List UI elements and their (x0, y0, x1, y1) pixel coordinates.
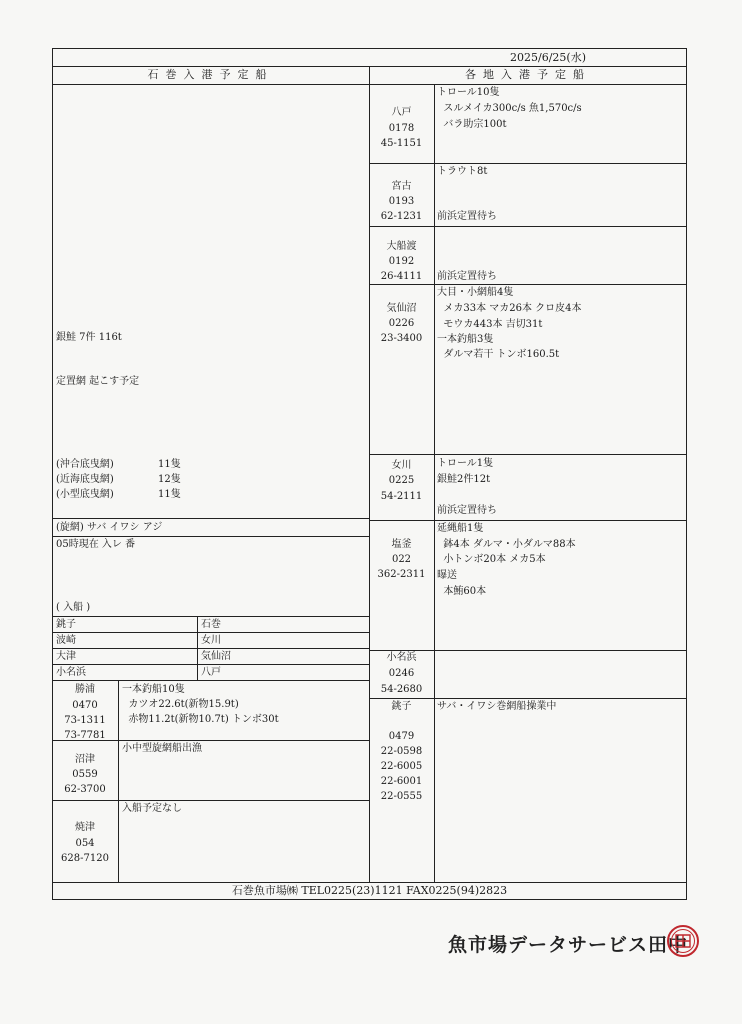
port-line: 銀鮭2件12t (437, 474, 491, 485)
port-tel: 22-6005 (380, 761, 423, 772)
port-line: 小トンボ20本 メカ5本 (437, 554, 546, 565)
market-footer: 石巻魚市場㈱ TEL0225(23)1121 FAX0225(94)2823 (231, 884, 508, 897)
port-line: 曝送 (437, 570, 457, 581)
port-line: カツオ22.6t(新物15.9t) (122, 699, 239, 710)
entry-label: ( 入船 ) (56, 602, 91, 613)
port-tel: 54-2680 (380, 684, 423, 695)
port-tel: 23-3400 (380, 333, 423, 344)
purse-seine-line: (旋網) サバ イワシ アジ (56, 522, 163, 533)
port-line: スルメイカ300c/s 魚1,570c/s (437, 103, 582, 114)
port-tel: 73-7781 (64, 730, 106, 741)
trawl-count: 11隻 (158, 489, 181, 500)
entry-port: 気仙沼 (201, 651, 231, 662)
port-tel: 62-3700 (64, 784, 106, 795)
port-tel: 054 (75, 838, 95, 849)
port-line: 本鮪60本 (437, 586, 487, 597)
port-line: 小中型旋網船出漁 (122, 743, 202, 754)
port-tel: 0479 (388, 731, 415, 742)
trawl-name: (沖合底曳網) (56, 459, 114, 470)
trawl-count: 12隻 (158, 474, 181, 485)
entry-port: 八戸 (201, 667, 221, 678)
port-name: 沼津 (75, 754, 95, 765)
regional-header: 各地入港予定船 (465, 68, 591, 81)
port-tel: 22-6001 (380, 776, 423, 787)
port-tel: 0470 (72, 700, 98, 711)
port-tel: 0246 (388, 668, 415, 679)
port-tel: 0178 (388, 123, 415, 134)
port-line: 大目・小網船4隻 (437, 287, 514, 298)
silver-salmon-line: 銀鮭 7件 116t (56, 332, 122, 343)
port-tel: 62-1231 (380, 211, 423, 222)
entry-port: 大津 (56, 651, 76, 662)
port-line: 一本釣船10隻 (122, 684, 185, 695)
port-line: トロール10隻 (437, 87, 500, 98)
port-bottom-line: 前浜定置待ち (437, 271, 497, 282)
port-tel: 22-0598 (380, 746, 423, 757)
port-tel: 73-1311 (64, 715, 106, 726)
port-bottom-line: 前浜定置待ち (437, 505, 497, 516)
port-line: モウカ443本 吉切31t (437, 319, 543, 330)
entry-port: 銚子 (56, 619, 76, 630)
port-line: バラ助宗100t (437, 119, 507, 130)
port-name: 宮古 (391, 181, 412, 192)
entry-port: 石巻 (201, 619, 221, 630)
seal-stamp-icon (666, 924, 700, 958)
entry-port: 女川 (201, 635, 221, 646)
port-tel: 0559 (72, 769, 98, 780)
report-date: 2025/6/25(水) (510, 51, 586, 64)
port-tel: 0225 (388, 475, 415, 486)
port-name: 塩釜 (391, 539, 412, 550)
port-tel: 22-0555 (380, 791, 423, 802)
brand-name: 魚市場データサービス田中 (448, 934, 689, 956)
port-line: 鉢4本 ダルマ・小ダルマ88本 (437, 539, 576, 550)
port-line: 一本釣船3隻 (437, 334, 494, 345)
port-tel: 0192 (388, 256, 415, 267)
entry-port: 波崎 (56, 635, 76, 646)
port-line: 入船予定なし (122, 803, 182, 814)
port-line: 延縄船1隻 (437, 523, 484, 534)
entry-port: 小名浜 (56, 667, 86, 678)
trawl-count: 11隻 (158, 459, 181, 470)
port-tel: 0226 (388, 318, 415, 329)
port-tel: 0193 (388, 196, 415, 207)
set-net-line: 定置網 起こす予定 (56, 376, 140, 387)
trawl-name: (小型底曳網) (56, 489, 114, 500)
port-tel: 54-2111 (380, 491, 423, 502)
landing-schedule-form (52, 48, 687, 900)
port-name: 小名浜 (386, 652, 417, 663)
port-name: 焼津 (75, 822, 95, 833)
port-line: メカ33本 マカ26本 クロ皮4本 (437, 303, 582, 314)
port-name: 銚子 (391, 701, 412, 712)
port-tel: 628-7120 (61, 853, 109, 864)
port-line: ダルマ若干 トンボ160.5t (437, 349, 560, 360)
as-of-line: 05時現在 入レ 番 (56, 539, 136, 550)
port-name: 八戸 (391, 107, 412, 118)
trawl-name: (近海底曳網) (56, 474, 114, 485)
port-line: トロール1隻 (437, 458, 494, 469)
port-tel: 362-2311 (377, 569, 426, 580)
port-line: トラウト8t (437, 166, 488, 177)
port-tel: 45-1151 (380, 138, 423, 149)
port-line: 赤物11.2t(新物10.7t) トンボ30t (122, 714, 279, 725)
port-line: サバ・イワシ巻網船操業中 (437, 701, 557, 712)
port-name: 気仙沼 (386, 303, 417, 314)
port-tel: 26-4111 (380, 271, 423, 282)
port-name: 勝浦 (75, 684, 95, 695)
port-name: 大船渡 (386, 241, 417, 252)
port-name: 女川 (391, 460, 412, 471)
port-bottom-line: 前浜定置待ち (437, 211, 497, 222)
ishinomaki-header: 石巻入港予定船 (147, 68, 274, 81)
port-tel: 022 (391, 554, 412, 565)
